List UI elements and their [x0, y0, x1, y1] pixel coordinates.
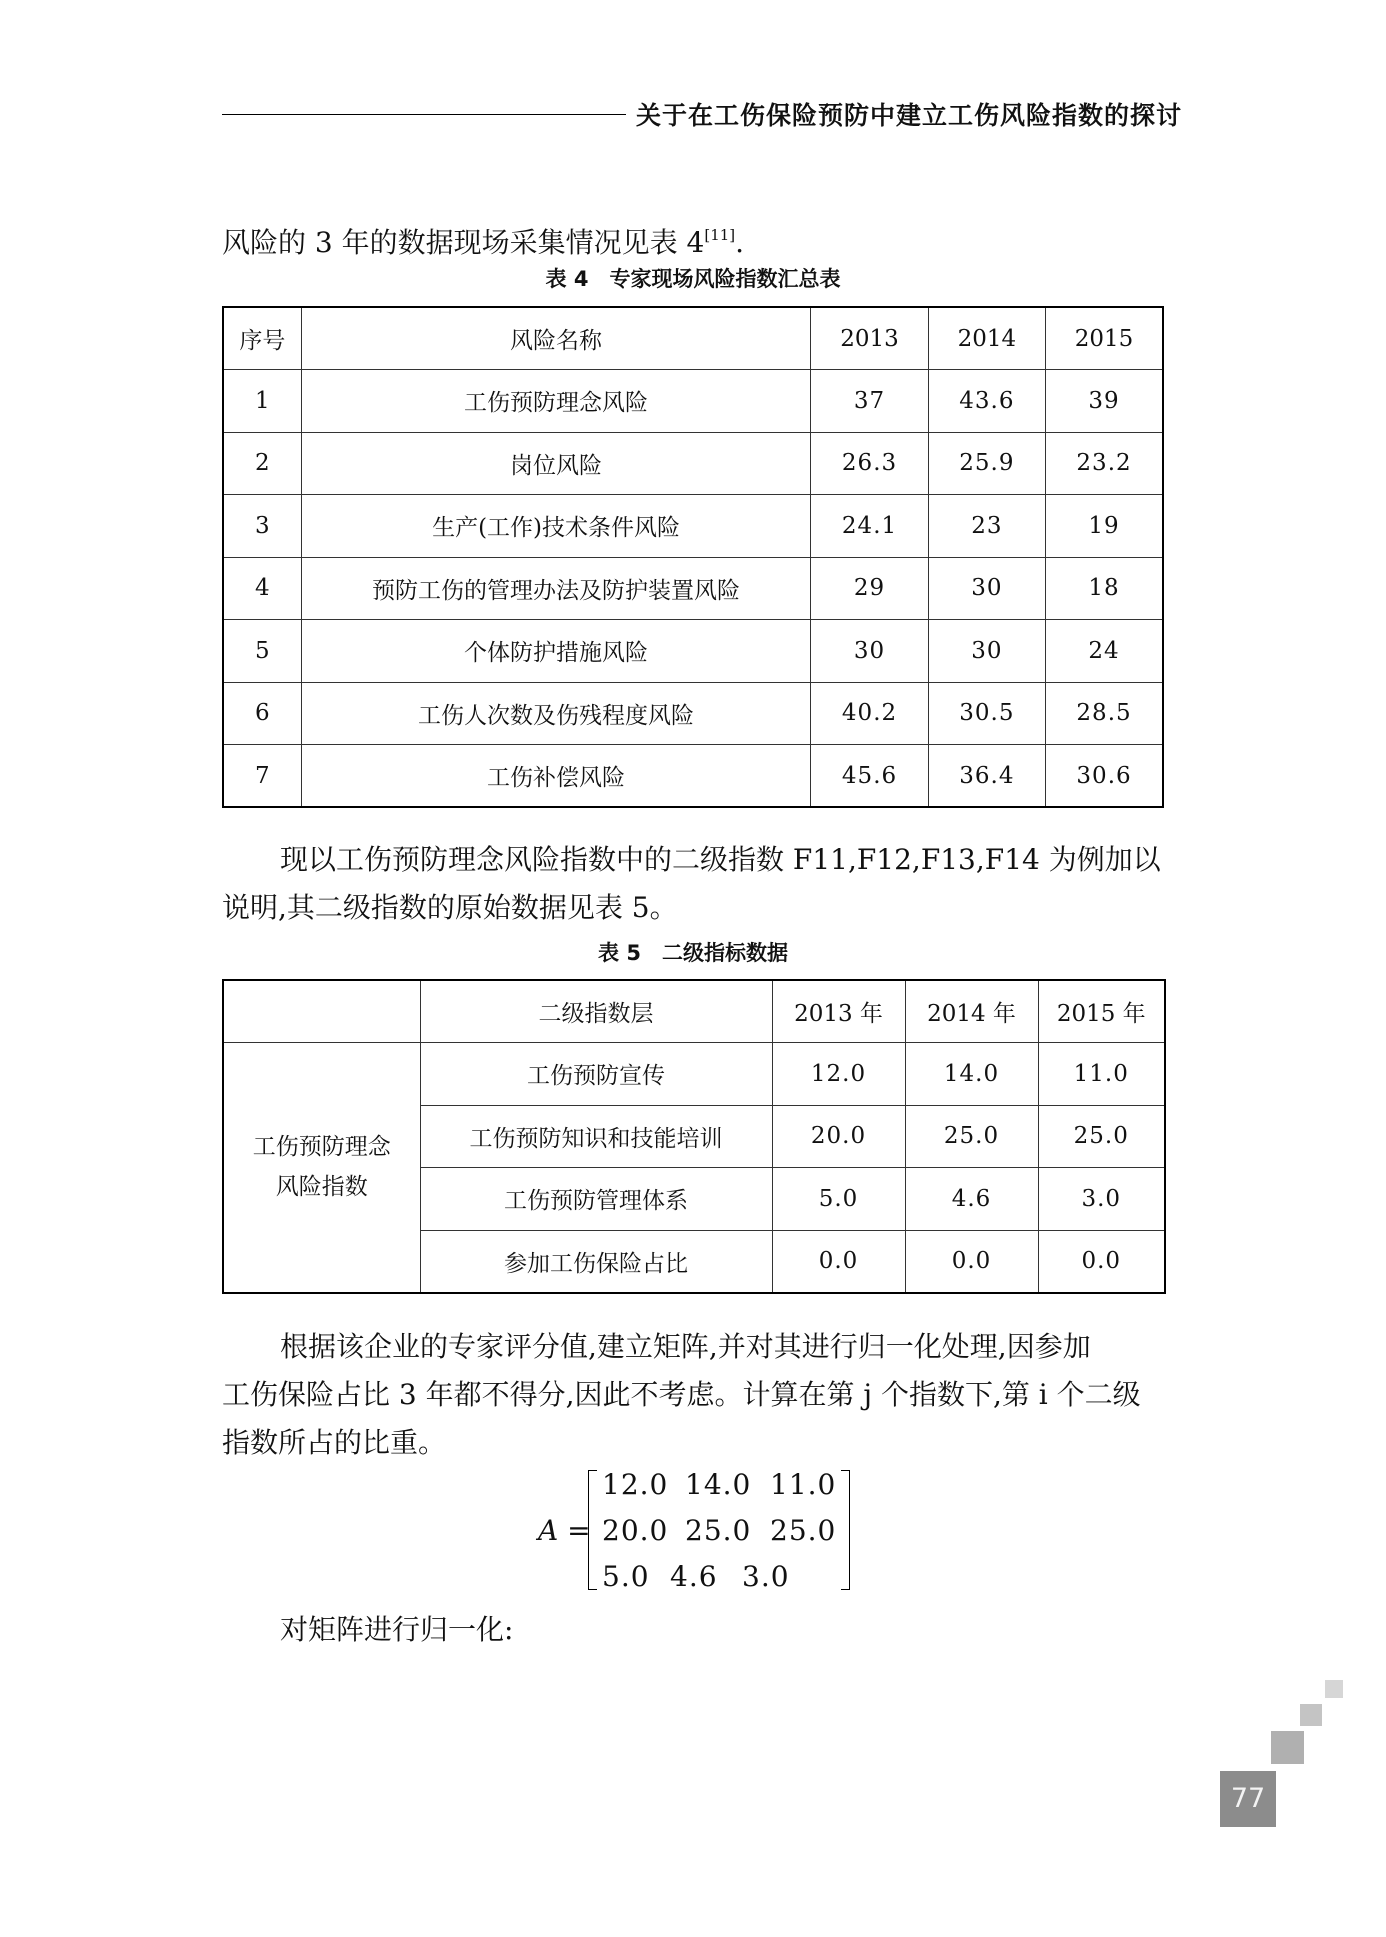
table-cell: 25.0: [905, 1105, 1038, 1168]
table-cell: 工伤人次数及伤残程度风险: [301, 682, 811, 745]
table-cell: 14.0: [905, 1043, 1038, 1106]
table-cell: 18: [1046, 557, 1163, 620]
table-cell: 26.3: [811, 432, 928, 495]
table-cell: 24.1: [811, 495, 928, 558]
table5-header-cell: 二级指数层: [420, 980, 772, 1043]
table-cell: 12.0: [772, 1043, 905, 1106]
matrix-label: A =: [538, 1514, 591, 1547]
intro-end: .: [735, 226, 745, 259]
table-row: [223, 745, 1163, 808]
paragraph-line: 指数所占的比重。: [222, 1426, 447, 1459]
table4-header-cell: 2015: [1046, 307, 1163, 370]
decor-square: [1325, 1680, 1343, 1698]
table-cell: 23.2: [1046, 432, 1163, 495]
group-label-line: 工伤预防理念: [252, 1134, 391, 1161]
table-cell: 工伤预防知识和技能培训: [420, 1105, 772, 1168]
table-row: [223, 620, 1163, 683]
table4: [222, 306, 1164, 808]
table-row: [223, 682, 1163, 745]
table4-header-cell: 2014: [928, 307, 1045, 370]
table-cell: 岗位风险: [301, 432, 811, 495]
table-cell: 25.0: [1038, 1105, 1165, 1168]
table-cell: 19: [1046, 495, 1163, 558]
matrix-cell: 11.0: [770, 1468, 837, 1501]
table-cell: 工伤预防管理体系: [420, 1168, 772, 1231]
table4-header-row: [223, 307, 1163, 370]
paragraph-line: 现以工伤预防理念风险指数中的二级指数 F11,F12,F13,F14 为例加以: [280, 843, 1161, 876]
intro-paragraph: [222, 211, 744, 267]
left-bracket: [588, 1470, 597, 1590]
table5-header-cell: 2015 年: [1038, 980, 1165, 1043]
table-cell: 28.5: [1046, 682, 1163, 745]
table-cell: 预防工伤的管理办法及防护装置风险: [301, 557, 811, 620]
matrix-cell: 3.0: [742, 1560, 790, 1593]
table-cell: 4: [223, 557, 301, 620]
decor-square: [1271, 1731, 1304, 1764]
page-number: 77: [1220, 1771, 1276, 1827]
table-cell: 24: [1046, 620, 1163, 683]
table4-header-cell: 风险名称: [301, 307, 811, 370]
table-cell: 4.6: [905, 1168, 1038, 1231]
table-cell: 工伤预防理念风险: [301, 370, 811, 433]
table5: [222, 979, 1166, 1294]
table5-header-cell: 2014 年: [905, 980, 1038, 1043]
table5-caption: 表 5 二级指标数据: [598, 941, 788, 965]
table-cell: 0.0: [905, 1230, 1038, 1293]
table-cell: 30: [928, 620, 1045, 683]
table-cell: 生产(工作)技术条件风险: [301, 495, 811, 558]
table4-caption: 表 4 专家现场风险指数汇总表: [545, 267, 841, 291]
table-row: [223, 370, 1163, 433]
table-cell: 5: [223, 620, 301, 683]
table-row: [223, 432, 1163, 495]
table-cell: 37: [811, 370, 928, 433]
matrix-cell: 14.0: [685, 1468, 752, 1501]
paragraph-line: 说明,其二级指数的原始数据见表 5。: [222, 891, 678, 924]
table-row: [223, 1043, 1165, 1106]
right-bracket: [841, 1470, 850, 1590]
table5-header-cell: 2013 年: [772, 980, 905, 1043]
paragraph-line: 对矩阵进行归一化:: [280, 1613, 514, 1646]
citation-ref: [11]: [704, 226, 736, 244]
table-cell: 43.6: [928, 370, 1045, 433]
table-cell: 30: [928, 557, 1045, 620]
table-cell: 20.0: [772, 1105, 905, 1168]
table-cell: 2: [223, 432, 301, 495]
table-cell: 工伤预防宣传: [420, 1043, 772, 1106]
table-cell: 1: [223, 370, 301, 433]
table-cell: 30.5: [928, 682, 1045, 745]
table-cell: 30: [811, 620, 928, 683]
table-cell: 3: [223, 495, 301, 558]
matrix-cell: 20.0: [602, 1514, 669, 1547]
table-row: [223, 495, 1163, 558]
table-cell: 36.4: [928, 745, 1045, 808]
table-cell: 7: [223, 745, 301, 808]
matrix-cell: 25.0: [685, 1514, 752, 1547]
matrix-cell: 4.6: [670, 1560, 718, 1593]
table4-header-cell: 2013: [811, 307, 928, 370]
table-cell: 个体防护措施风险: [301, 620, 811, 683]
running-title: 关于在工伤保险预防中建立工伤风险指数的探讨: [636, 101, 1183, 130]
table-cell: 6: [223, 682, 301, 745]
table-cell: 40.2: [811, 682, 928, 745]
table-cell: 5.0: [772, 1168, 905, 1231]
paragraph-line: 根据该企业的专家评分值,建立矩阵,并对其进行归一化处理,因参加: [280, 1330, 1091, 1363]
paragraph-line: 工伤保险占比 3 年都不得分,因此不考虑。计算在第 j 个指数下,第 i 个二级: [222, 1378, 1141, 1411]
table-cell: 30.6: [1046, 745, 1163, 808]
table-cell: 11.0: [1038, 1043, 1165, 1106]
header-rule: [222, 114, 626, 115]
table-cell: 29: [811, 557, 928, 620]
table-cell: 工伤补偿风险: [301, 745, 811, 808]
group-label-cell: [223, 1043, 420, 1293]
table-cell: 0.0: [772, 1230, 905, 1293]
table-cell: 45.6: [811, 745, 928, 808]
table-cell: 3.0: [1038, 1168, 1165, 1231]
matrix-cell: 25.0: [770, 1514, 837, 1547]
table4-header-cell: 序号: [223, 307, 301, 370]
matrix-a: [588, 1468, 850, 1592]
table5-header-row: [223, 980, 1165, 1043]
decor-square: [1300, 1704, 1322, 1726]
table-cell: 23: [928, 495, 1045, 558]
table5-header-cell: [223, 980, 420, 1043]
table-cell: 39: [1046, 370, 1163, 433]
matrix-cell: 12.0: [602, 1468, 669, 1501]
matrix-cell: 5.0: [602, 1560, 650, 1593]
intro-text: 风险的 3 年的数据现场采集情况见表 4: [222, 226, 705, 259]
table-cell: 0.0: [1038, 1230, 1165, 1293]
table-row: [223, 557, 1163, 620]
table-cell: 参加工伤保险占比: [420, 1230, 772, 1293]
group-label-line: 风险指数: [275, 1174, 368, 1201]
table-cell: 25.9: [928, 432, 1045, 495]
